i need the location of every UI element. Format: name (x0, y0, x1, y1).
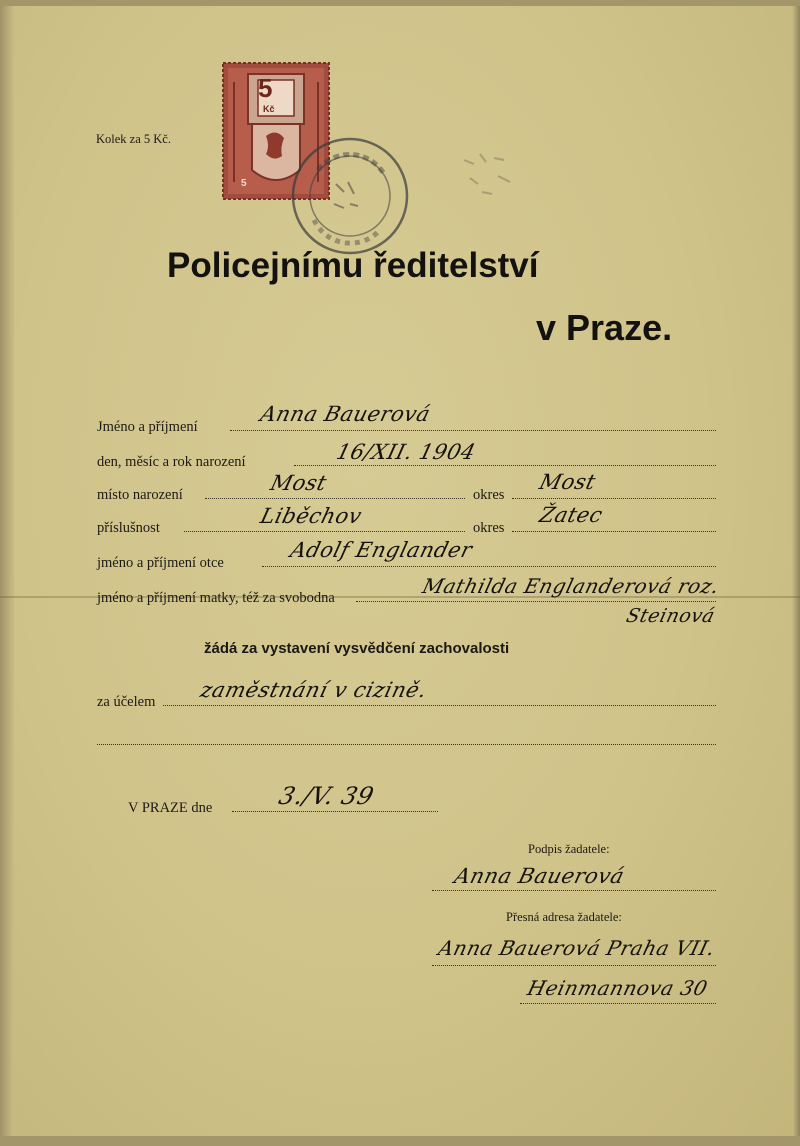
stamp-corner-number: 5 (241, 178, 247, 189)
police-postmark-icon (288, 134, 412, 258)
purpose-dotline (163, 705, 716, 706)
mother-label: jméno a příjmení matky, též za svobodna (97, 590, 335, 606)
paper-edge-right (792, 0, 800, 1146)
stamp-value: 5 (258, 73, 273, 103)
address-line-2: Heinmannova 30 (525, 976, 711, 1000)
birthplace-district-dotline (512, 498, 716, 499)
stamp-currency: Kč (263, 104, 275, 114)
purpose-value: zaměstnání v cizině. (198, 678, 430, 702)
affiliation-value: Liběchov (258, 504, 365, 528)
birth-label: den, měsíc a rok narození (97, 454, 246, 470)
mother-value: Mathilda Englanderová roz. (420, 574, 722, 598)
birthplace-label: místo narození (97, 487, 183, 503)
address-dotline-2 (520, 1003, 716, 1004)
purpose-label: za účelem (97, 694, 156, 710)
birthplace-district-value: Most (537, 470, 599, 494)
affiliation-label: příslušnost (97, 520, 160, 536)
affiliation-district-value: Žatec (537, 503, 606, 527)
name-label: Jméno a příjmení (97, 419, 198, 435)
affiliation-dotline (184, 531, 465, 532)
date-label: V PRAZE dne (128, 800, 213, 816)
paper-edge-left (0, 0, 14, 1146)
page-subtitle: v Praze. (536, 307, 673, 348)
paper-edge-top (0, 0, 800, 6)
date-value: 3./V. 39 (276, 782, 377, 810)
birth-dotline (294, 465, 716, 466)
signature-label: Podpis žadatele: (528, 842, 610, 856)
mother-value-continued: Steinová (624, 605, 718, 627)
date-dotline (232, 811, 438, 812)
name-value: Anna Bauerová (258, 402, 433, 426)
applicant-signature: Anna Bauerová (452, 864, 627, 888)
affiliation-district-dotline (512, 531, 716, 532)
signature-dotline (432, 890, 716, 891)
affiliation-district-label: okres (473, 520, 505, 536)
father-value: Adolf Englander (288, 538, 475, 562)
purpose-dotline-2 (97, 744, 716, 745)
address-label: Přesná adresa žadatele: (506, 910, 622, 924)
page-title: Policejnímu ředitelství (167, 246, 539, 285)
address-dotline (432, 965, 716, 966)
request-statement: žádá za vystavení vysvědčení zachovalosti (204, 640, 510, 657)
birthplace-value: Most (268, 471, 330, 495)
father-label: jméno a příjmení otce (97, 555, 224, 571)
mother-dotline (356, 601, 716, 602)
faint-stamp-mark-icon (458, 148, 526, 208)
paper-edge-bottom (0, 1136, 800, 1146)
birth-value: 16/XII. 1904 (334, 440, 479, 464)
address-line-1: Anna Bauerová Praha VII. (436, 936, 718, 960)
stamp-label: Kolek za 5 Kč. (96, 132, 171, 146)
birthplace-district-label: okres (473, 487, 505, 503)
birthplace-dotline (205, 498, 465, 499)
father-dotline (262, 566, 716, 567)
name-dotline (230, 430, 716, 431)
